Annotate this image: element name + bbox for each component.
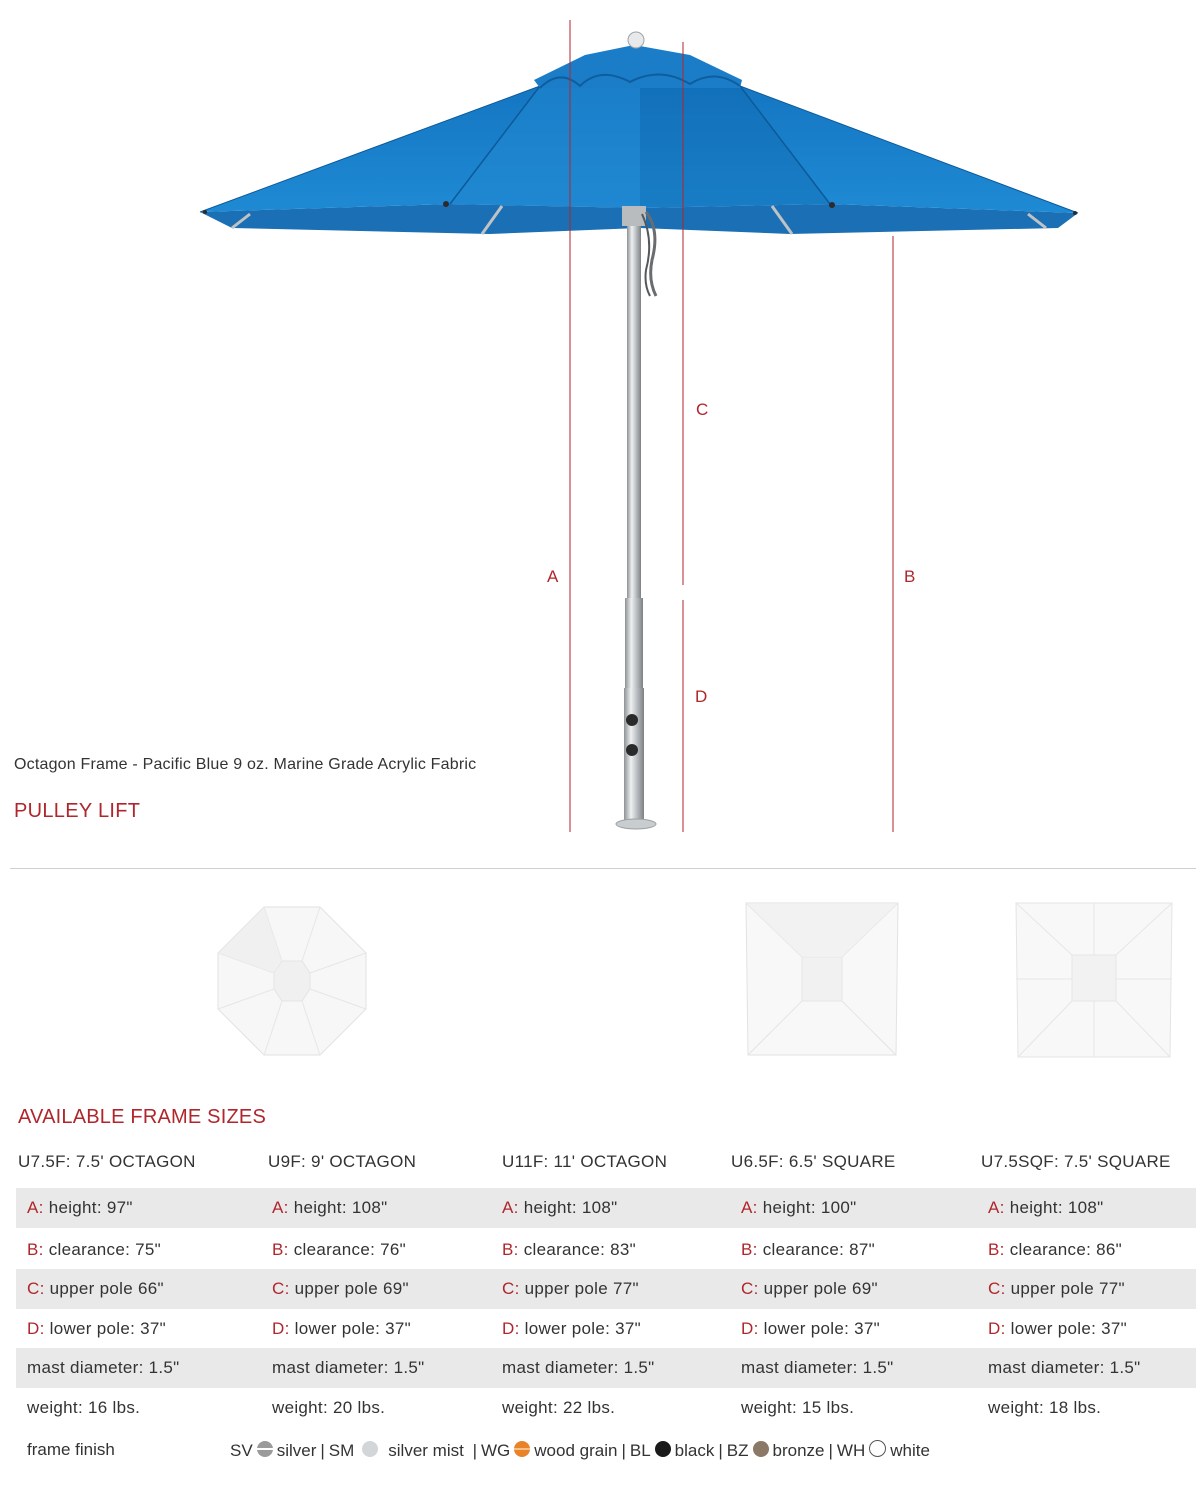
silver-swatch-icon <box>257 1441 273 1457</box>
spec-cell: C: upper pole 66" <box>27 1279 164 1298</box>
model-header: U6.5F: 6.5' SQUARE <box>731 1152 896 1171</box>
finish-option-black: BL black <box>629 1441 715 1460</box>
finish-option-white: WH white <box>836 1441 930 1460</box>
spec-row-clearance <box>16 1230 1196 1270</box>
square-top-view-large <box>1012 895 1176 1063</box>
bronze-swatch-icon <box>753 1441 769 1457</box>
spec-row-height <box>16 1188 1196 1228</box>
umbrella-canopy <box>200 32 1078 234</box>
spec-cell: B: clearance: 86" <box>988 1240 1123 1259</box>
spec-cell: B: clearance: 75" <box>27 1240 162 1259</box>
spec-row-lower-pole <box>16 1309 1196 1349</box>
spec-row-weight <box>16 1388 1196 1428</box>
dimension-label-a: A <box>547 567 559 586</box>
spec-cell: mast diameter: 1.5" <box>988 1358 1141 1377</box>
spec-cell: D: lower pole: 37" <box>27 1319 167 1338</box>
product-caption: Octagon Frame - Pacific Blue 9 oz. Marine Grade Acrylic Fabric <box>14 756 477 773</box>
spec-cell: A: height: 108" <box>988 1198 1104 1217</box>
spec-cell: weight: 15 lbs. <box>741 1398 855 1417</box>
spec-cell: D: lower pole: 37" <box>272 1319 412 1338</box>
finish-option-silver-mist: SM silver mist <box>328 1441 464 1460</box>
spec-cell: C: upper pole 69" <box>272 1279 409 1298</box>
spec-cell: weight: 18 lbs. <box>988 1398 1102 1417</box>
umbrella-pole <box>616 226 656 829</box>
silver-mist-swatch-icon <box>362 1441 378 1457</box>
spec-cell: mast diameter: 1.5" <box>502 1358 655 1377</box>
spec-cell: A: height: 108" <box>502 1198 618 1217</box>
spec-cell: B: clearance: 87" <box>741 1240 876 1259</box>
lift-type-heading: PULLEY LIFT <box>14 800 141 822</box>
black-swatch-icon <box>655 1441 671 1457</box>
spec-cell: mast diameter: 1.5" <box>27 1358 180 1377</box>
spec-row-mast-diameter <box>16 1348 1196 1388</box>
wood-grain-swatch-icon <box>514 1441 530 1457</box>
spec-cell: mast diameter: 1.5" <box>741 1358 894 1377</box>
spec-cell: weight: 20 lbs. <box>272 1398 386 1417</box>
dimension-label-c: C <box>696 400 709 419</box>
frame-finish-options: SV silver | SM silver mist | WG wood grain | BL black | BZ bronze | WH white <box>230 1441 930 1460</box>
model-header: U9F: 9' OCTAGON <box>268 1152 417 1171</box>
spec-cell: mast diameter: 1.5" <box>272 1358 425 1377</box>
spec-cell: C: upper pole 69" <box>741 1279 878 1298</box>
finish-option-silver: SV silver <box>230 1441 317 1460</box>
dimension-label-b: B <box>904 567 916 586</box>
spec-cell: D: lower pole: 37" <box>988 1319 1128 1338</box>
model-header: U7.5F: 7.5' OCTAGON <box>18 1152 196 1171</box>
square-top-view <box>740 895 904 1063</box>
model-header: U7.5SQF: 7.5' SQUARE <box>981 1152 1171 1171</box>
spec-row-upper-pole <box>16 1269 1196 1309</box>
frame-finish-label: frame finish <box>27 1440 115 1459</box>
dimension-label-d: D <box>695 687 708 706</box>
model-header: U11F: 11' OCTAGON <box>502 1152 668 1171</box>
spec-cell: D: lower pole: 37" <box>741 1319 881 1338</box>
spec-cell: weight: 22 lbs. <box>502 1398 616 1417</box>
section-divider <box>10 868 1196 869</box>
spec-cell: weight: 16 lbs. <box>27 1398 141 1417</box>
octagon-top-view <box>210 895 374 1067</box>
finish-option-wood-grain: WG wood grain <box>480 1441 618 1460</box>
spec-cell: A: height: 100" <box>741 1198 857 1217</box>
spec-cell: B: clearance: 76" <box>272 1240 407 1259</box>
frame-sizes-heading: AVAILABLE FRAME SIZES <box>18 1106 266 1128</box>
spec-cell: B: clearance: 83" <box>502 1240 637 1259</box>
spec-cell: C: upper pole 77" <box>988 1279 1125 1298</box>
white-swatch-icon <box>869 1440 886 1457</box>
spec-cell: C: upper pole 77" <box>502 1279 639 1298</box>
spec-cell: D: lower pole: 37" <box>502 1319 642 1338</box>
frame-finish-row <box>16 1430 1196 1470</box>
finish-option-bronze: BZ bronze <box>726 1441 825 1460</box>
spec-cell: A: height: 97" <box>27 1198 133 1217</box>
spec-cell: A: height: 108" <box>272 1198 388 1217</box>
